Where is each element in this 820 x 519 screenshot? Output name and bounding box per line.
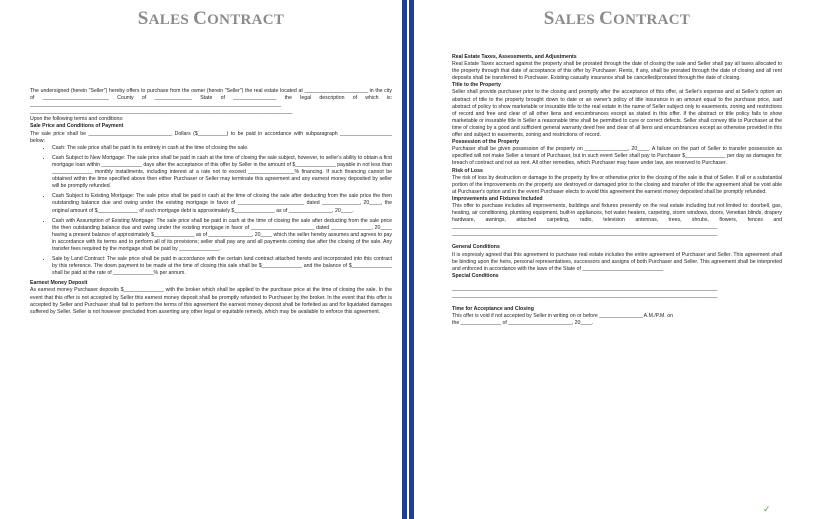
improvements-paragraph: This offer to purchase includes all improvements, buildings and fixtures presently on the real estate including but not limited to: doorbell, gas, heating, air conditioning, plumbing equipment, built-in appliances, hot water heaters, carpeting, storm windows, doors, Venetian blinds, drapery hardware, awnings, attached carpeting, radio, television antennas, trees, shrubs, flowers, fences and ____________________________________________________________________________________________ ____________________________________________________________________________________________ [452,202,782,238]
list-item: • Cash Subject to New Mortgage: The sale price shall be paid in cash at the time of closing the sale subject, however, to seller's ability to obtain a first mortgage loan within ______________ days after the acceptance of this offer by Seller in the amount of $______________ payable in not less than ______________ monthly installments, including interest at a rate not to exceed ________________% financing. If such financing cannot be obtained within the time specified above then either Purchaser or Seller may terminate this agreement and any earnest money deposited by seller will be promptly refunded. [52,155,392,190]
section-heading-sale-price: Sale Price and Conditions of Payment [30,123,124,130]
checkmark-icon: ✓ [763,505,771,515]
acceptance-date-line: the ______________ of ______________________, 20____. [452,320,594,327]
earnest-money-paragraph: As earnest money Purchaser deposits $______________ with the broker which shall be applied to the purchase price at the time of closing the sale. In the event that this offer is not accepted by Seller this earnest money deposit shall be promptly refunded to Purchaser by the broker. In the event that this offer is accepted by Seller and Purchaser shall fail to perform the terms of this agreement the earnest money deposit shall be forfeited as and for liquidated damages suffered by Seller. Seller is not however precluded from asserting any other legal or equitable remedy, which may be available to enforce this agreement. [30,287,392,315]
section-heading-acceptance: Time for Acceptance and Closing [452,306,534,313]
list-item: • Cash Subject to Existing Mortgage: The sale price shall be paid in cash at the time of closing the sale after deducting from the sale price the then outstanding balance due and owing under the existing mortgage in favor of _______________________ dated _____________, 20____, the original amount of $______________ of such mortgage debt is approximately $______________ as of _______________, 20____. [52,193,392,214]
list-item: • Sale by Land Contract: The sale price shall be paid in accordance with the certain land contract attached hereto and incorporated into this contract by this reference. The down payment to be made at the time of closing this sale shall be $______________ and the balance of $______________ shall be paid at the rate of ______________% per annum. [52,256,392,277]
possession-paragraph: Purchaser shall be given possession of the property on _______________, 20____. A failure on the part of Seller to transfer possession as specified will not make Seller a tenant of Purchaser, but in such event Seller shall pay to Purchaser $______________ per day as damages for breach of contract and not as rent. All other remedies, which Purchaser may have under law, are reserved to Purchaser. [452,146,782,167]
contract-body [452,54,782,327]
section-heading-earnest-money: Earnest Money Deposit [30,280,88,287]
page-divider [402,0,414,519]
section-heading-risk: Risk of Loss [452,167,483,174]
section-heading-possession: Possession of the Property [452,139,520,146]
special-conditions-lines: ____________________________________________________________________________________________ ____________________________________________________________________________________________ [452,285,718,299]
acceptance-paragraph: This offer is void if not accepted by Seller in writing on or before _______________ A.M./P.M. on [452,313,673,320]
section-heading-taxes: Real Estate Taxes, Assessments, and Adjustments [452,54,577,60]
section-heading-title: Title to the Property [452,82,501,89]
contract-page-2 [452,0,782,519]
page-title: SALES CONTRACT [137,8,285,29]
general-paragraph: It is expressly agreed that this agreement to purchase real estate includes the entire agreement of Purchaser and Seller. This agreement shall be binding upon the heirs, personal representatives, successors and assigns of both Purchaser and Seller. This agreement shall be interpreted and enforced in accordance with the laws of the State of ____________________________ [452,251,782,272]
list-item: • Cash: The sale price shall be paid in its entirety in cash at the time of closing the sale. [52,145,392,152]
section-heading-special: Special Conditions [452,272,499,279]
risk-paragraph: The risk of loss by destruction or damage to the property by fire or otherwise prior to the closing of the sale is that of Seller. If all or a substantial portion of the improvements on the property are destroyed or damaged prior to the closing and transfer of title the agreement shall be void able at Purchaser's option and in the event Purchaser elects to avoid this agreement the earnest money deposited shall be promptly refunded. [452,174,782,195]
contract-body [30,88,392,316]
intro-paragraph: The undersigned (herein "Seller") hereby offers to purchase from the owner (herein "Seller") the real estate located at ______________________ in the city of _______________________ County of _____________ State of _______________ the legal description of which is: _______________________________________________________________________________________ ___________________________________________________________________________________________ [30,88,392,116]
section-heading-general: General Conditions [452,244,500,251]
contract-page-1 [30,0,392,519]
sale-price-paragraph: The sale price shall be _____________________________ Dollars ($__________) to be paid in accordance with subparagraph __________________ below: [30,130,392,144]
title-paragraph: Seller shall provide purchaser prior to the closing and promptly after the acceptance of this offer, at Seller's expense and at Seller's option an abstract of title to the property brought down to date or an owner's policy of title insurance in an amount equal to the purchase price, said abstract of policy to show marketable or insurable title to the real estate in the name of Seller subject only to easements, zoning and restrictions of record and free and clear of all other liens and encumbrances except as stated in this offer. If the abstract or title policy fails to show marketable or insurable title in Seller a reasonable time shall be permitted to cure or correct defects. Seller shall convey title to Purchaser at the time of closing by a good and sufficient general warranty deed free and clear of all liens and encumbrances except as otherwise provided in this offer and subject to easements, zoning and restrictions of record. [452,89,782,139]
taxes-paragraph: Real Estate Taxes accrued against the property shall be prorated through the date of closing the sale and Seller shall pay all taxes allocated to the property through that date of acceptance of this offer by Purchaser. Rents, if any, shall be prorated through the date of closing and all rent deposits shall be transferred to Purchaser. Existing casualty insurance shall be cancelled/prorated through the date of closing. [452,61,782,82]
intro-conditions: Upon the following terms and conditions: [30,116,124,123]
payment-options-list [30,145,392,278]
page-title: SALES CONTRACT [543,8,691,29]
section-heading-improvements: Improvements and Fixtures Included [452,195,543,202]
list-item: • Cash with Assumption of Existing Mortgage: The sale price shall be paid in cash at the time of closing the sale after deducting from the sale price the then outstanding balance due and owing under the existing mortgage in favor of ______________________ dated ______________, 20____ having a present balance of approximately $______________ as of _______________, 20____ which the seller hereby assumes and agrees to pay in accordance with its terms and to perform all of its provisions; seller shall pay any and all payments coming due after the closing of the sale. Any transfer fees required by the mortgage shall be paid by ______________. [52,218,392,253]
